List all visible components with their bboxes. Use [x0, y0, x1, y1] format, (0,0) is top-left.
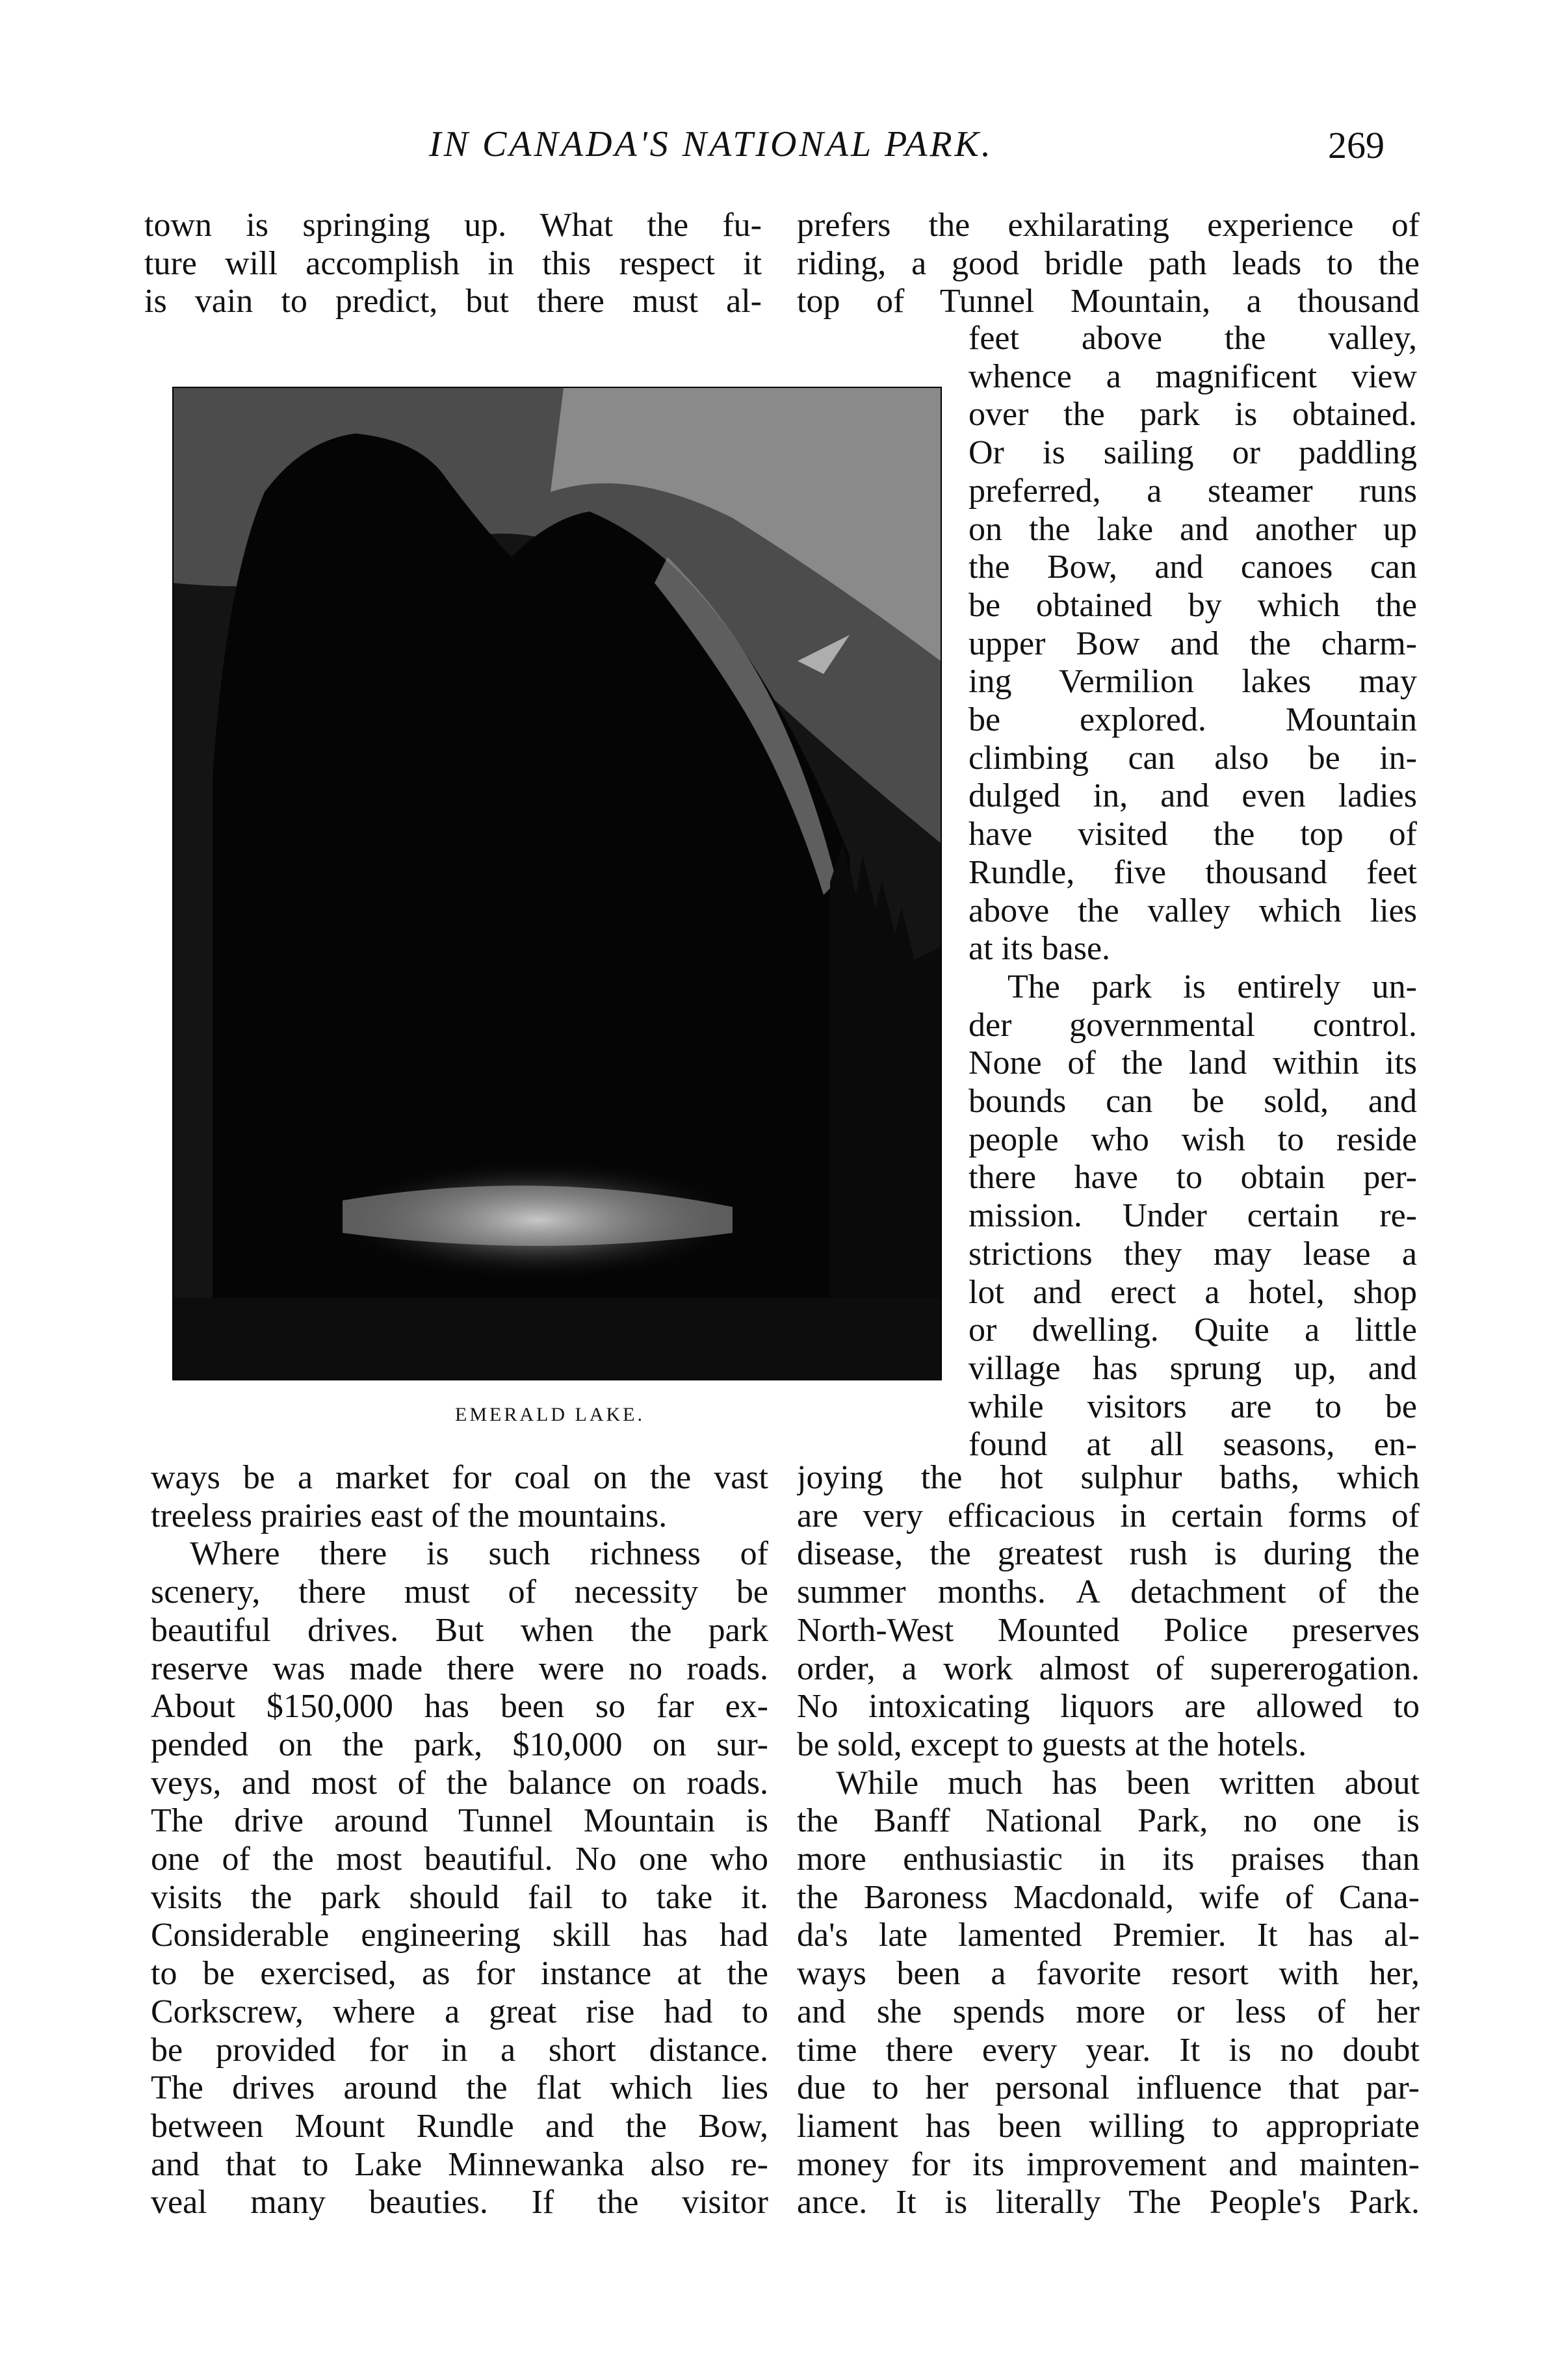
text-line: Or is sailing or paddling [968, 434, 1417, 472]
text-line: and that to Lake Minnewanka also re- [151, 2145, 768, 2183]
text-line: strictions they may lease a [968, 1235, 1417, 1273]
text-line: feet above the valley, [968, 320, 1417, 357]
emerald-lake-illustration [174, 388, 941, 1379]
text-line: Rundle, five thousand feet [968, 853, 1417, 891]
text-line: whence a magnificent view [968, 357, 1417, 395]
text-line: No intoxicating liquors are allowed to [797, 1688, 1420, 1726]
text-line: is vain to predict, but there must al- [144, 283, 762, 320]
text-line: bounds can be sold, and [968, 1083, 1417, 1120]
text-line: riding, a good bridle path leads to the [797, 244, 1420, 282]
text-line: money for its improvement and mainten- [797, 2145, 1420, 2183]
text-line: beautiful drives. But when the park [151, 1611, 768, 1649]
text-line: top of Tunnel Mountain, a thousand [797, 283, 1420, 320]
text-line: ing Vermilion lakes may [968, 663, 1417, 701]
text-line: at its base. [968, 930, 1111, 968]
text-line: while visitors are to be [968, 1388, 1417, 1425]
text-line: scenery, there must of necessity be [151, 1573, 768, 1611]
text-line: to be exercised, as for instance at the [151, 1955, 768, 1993]
text-line: more enthusiastic in its praises than [797, 1841, 1420, 1878]
text-line: preferred, a steamer runs [968, 472, 1417, 510]
text-line: between Mount Rundle and the Bow, [151, 2107, 768, 2145]
text-line: climbing can also be in- [968, 739, 1417, 777]
text-line: Where there is such richness of [190, 1535, 768, 1573]
text-line: found at all seasons, en- [968, 1426, 1417, 1464]
text-line: the Banff National Park, no one is [797, 1802, 1420, 1840]
text-line: are very efficacious in certain forms of [797, 1497, 1420, 1534]
text-line: pended on the park, $10,000 on sur- [151, 1726, 768, 1763]
text-line: time there every year. It is no doubt [797, 2031, 1420, 2069]
text-line: above the valley which lies [968, 892, 1417, 929]
text-line: due to her personal influence that par- [797, 2069, 1420, 2107]
text-line: the Bow, and canoes can [968, 549, 1417, 586]
right-column-top [797, 207, 1420, 321]
text-line: veys, and most of the balance on roads. [151, 1764, 768, 1802]
text-line: disease, the greatest rush is during the [797, 1535, 1420, 1573]
text-line: people who wish to reside [968, 1120, 1417, 1158]
text-line: and she spends more or less of her [797, 1993, 1420, 2030]
text-line: visits the park should fail to take it. [151, 1878, 768, 1916]
text-line: reserve was made there were no roads. [151, 1649, 768, 1687]
text-line: None of the land within its [968, 1044, 1417, 1082]
figure-caption: EMERALD LAKE. [455, 1404, 645, 1425]
right-column-bottom [797, 1459, 1420, 2222]
text-line: While much has been written about [836, 1764, 1420, 1802]
text-line: the Baroness Macdonald, wife of Cana- [797, 1878, 1420, 1916]
text-line: lot and erect a hotel, shop [968, 1273, 1417, 1311]
text-line: joying the hot sulphur baths, which [797, 1459, 1420, 1496]
text-line: da's late lamented Premier. It has al- [797, 1917, 1420, 1954]
text-line: The park is entirely un- [1008, 968, 1417, 1005]
text-line: upper Bow and the charm- [968, 625, 1417, 662]
emerald-lake-photo [172, 387, 942, 1380]
text-line: be explored. Mountain [968, 701, 1417, 739]
page-number: 269 [1328, 124, 1384, 166]
text-line: prefers the exhilarating experience of [797, 207, 1420, 244]
text-line: liament has been willing to appropriate [797, 2107, 1420, 2145]
text-line: About $150,000 has been so far ex- [151, 1688, 768, 1726]
text-line: ance. It is literally The People's Park. [797, 2184, 1420, 2221]
text-line: veal many beauties. If the visitor [151, 2184, 768, 2221]
text-line: ture will accomplish in this respect it [144, 244, 762, 282]
text-line: order, a work almost of supererogation. [797, 1649, 1420, 1687]
text-line: Corkscrew, where a great rise had to [151, 1993, 768, 2030]
text-line: dulged in, and even ladies [968, 777, 1417, 815]
text-line: summer months. A detachment of the [797, 1573, 1420, 1611]
right-column-narrow [968, 320, 1417, 1464]
text-line: one of the most beautiful. No one who [151, 1841, 768, 1878]
running-head: IN CANADA'S NATIONAL PARK. [429, 124, 993, 164]
text-line: treeless prairies east of the mountains. [151, 1497, 668, 1534]
text-line: be sold, except to guests at the hotels. [797, 1726, 1307, 1763]
text-line: over the park is obtained. [968, 396, 1417, 433]
text-line: on the lake and another up [968, 510, 1417, 548]
text-line: The drive around Tunnel Mountain is [151, 1802, 768, 1840]
text-line: or dwelling. Quite a little [968, 1312, 1417, 1349]
left-column-top [144, 207, 762, 321]
left-column-bottom [151, 1459, 768, 2222]
text-line: have visited the top of [968, 816, 1417, 853]
text-line: be provided for in a short distance. [151, 2031, 768, 2069]
text-line: der governmental control. [968, 1006, 1417, 1044]
text-line: there have to obtain per- [968, 1159, 1417, 1196]
text-line: North-West Mounted Police preserves [797, 1611, 1420, 1649]
text-line: ways be a market for coal on the vast [151, 1459, 768, 1496]
text-line: Considerable engineering skill has had [151, 1917, 768, 1954]
text-line: ways been a favorite resort with her, [797, 1955, 1420, 1993]
text-line: village has sprung up, and [968, 1349, 1417, 1387]
text-line: be obtained by which the [968, 586, 1417, 624]
text-line: town is springing up. What the fu- [144, 207, 762, 244]
text-line: The drives around the flat which lies [151, 2069, 768, 2107]
text-line: mission. Under certain re- [968, 1197, 1417, 1235]
